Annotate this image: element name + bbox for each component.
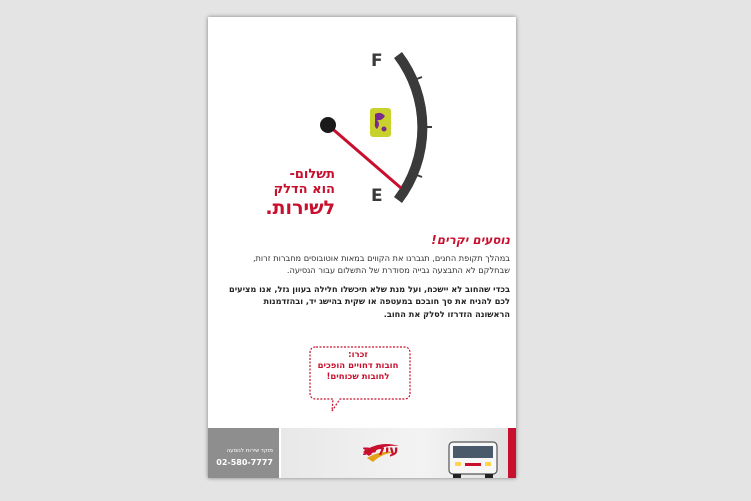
gauge-empty-label: E: [371, 186, 383, 206]
slogan-line-1: תשלום-: [289, 167, 335, 182]
hotline-phone: 02-580-7777: [216, 458, 273, 467]
brand-logo-text: עילית: [363, 443, 399, 459]
bubble-line-3: לחובות שכוחים!: [326, 372, 390, 382]
bubble-text: [308, 350, 408, 383]
notice-title: נוסעים יקרים!: [431, 233, 510, 247]
gauge-arc: [398, 55, 422, 200]
notice-body: [228, 234, 510, 320]
footer-accent-bar: [508, 428, 516, 478]
slogan-line-2: הוא הדלק: [273, 182, 335, 197]
bubble-line-2: חובות דחויים הופכים: [317, 361, 399, 371]
gauge-full-label: F: [371, 51, 383, 71]
slogan-line-3: לשירות.: [265, 197, 335, 219]
poster: [208, 17, 516, 478]
hotline-label: מוקד שירות לנוסעה: [226, 448, 273, 454]
slogan: [208, 167, 335, 219]
notice-paragraph-1: במהלך תקופת החגים, תגברנו את הקווים במאות אוטובוסים מחברות זרות, שבחלקם לא התבצעה גבייה מסודרת של התשלום עבור הנסיעה.: [252, 252, 510, 275]
fuel-pump-icon: [370, 108, 391, 137]
notice-paragraph-2: בכדי שהחוב לא יישכח, ועל מנת שלא תיכשלו חלילה בעוון גזל, אנו מציעים לכם להניח את סך חובכם במעטפה או שקית בהישג יד, ובהזדמנות הראשונה הזדרזו לסלק את החוב.: [229, 283, 510, 319]
gauge-needle-hub: [320, 117, 336, 133]
footer-hotline: [208, 428, 279, 478]
bubble-line-1: זכרו:: [348, 350, 368, 360]
